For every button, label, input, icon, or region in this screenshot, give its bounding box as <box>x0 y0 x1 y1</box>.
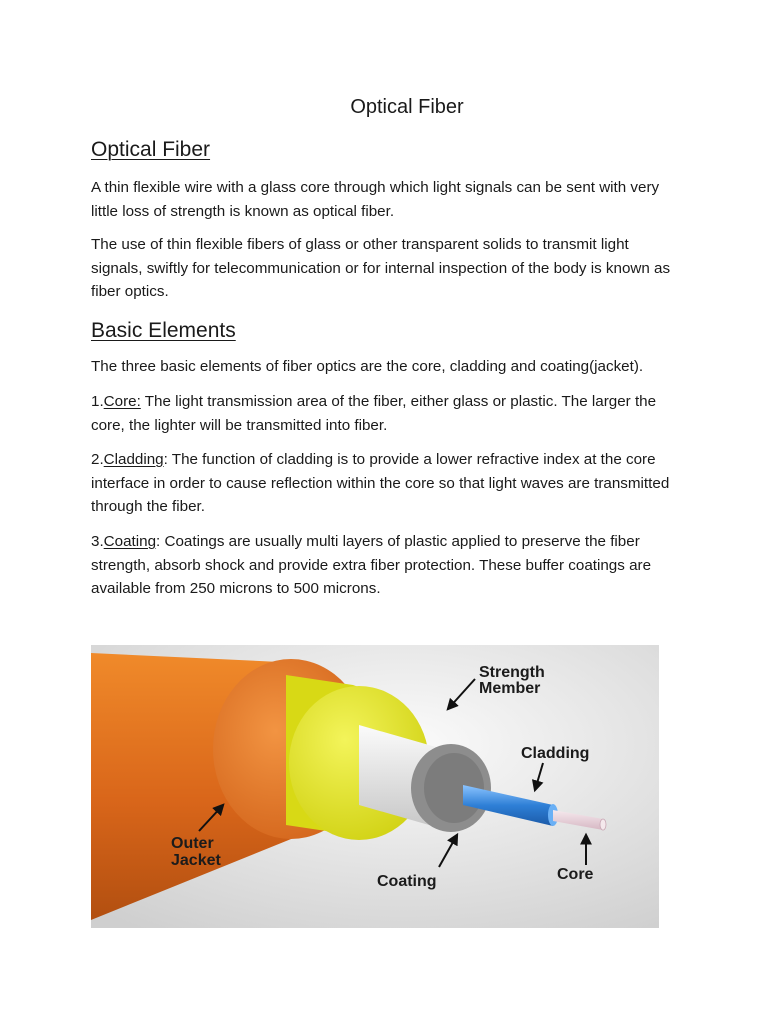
term-coating: Coating <box>103 533 157 550</box>
label-cladding: Cladding <box>521 745 590 762</box>
paragraph-definition: A thin flexible wire with a glass core through which light signals can be sent with very little loss of strength is known as optical fiber. <box>91 179 660 220</box>
term-core: Core: <box>103 393 141 410</box>
list-item-cladding <box>91 448 681 519</box>
term-separator: : <box>156 533 165 550</box>
section-heading-basic-elements: Basic Elements <box>91 319 236 342</box>
label-strength: Strength <box>479 664 545 681</box>
fiber-diagram <box>91 645 659 928</box>
list-number: 3. <box>91 533 104 550</box>
list-item-core <box>91 390 681 437</box>
document-title: Optical Fiber <box>350 96 464 118</box>
term-separator: : <box>163 451 172 468</box>
label-core: Core <box>557 866 594 883</box>
fiber-cross-section-figure <box>91 645 659 928</box>
label-member: Member <box>479 680 541 697</box>
core-end <box>600 819 606 830</box>
definition-cladding: The function of cladding is to provide a lower refractive index at the core interface in order to cause reflection within the core so that light waves are transmitted through the fiber. <box>91 451 670 515</box>
label-jacket: Jacket <box>171 852 221 869</box>
list-item-coating <box>91 530 681 601</box>
section-heading-optical-fiber: Optical Fiber <box>91 138 211 161</box>
label-outer: Outer <box>171 835 214 852</box>
term-cladding: Cladding <box>103 451 164 468</box>
paragraph-basic-elements-intro: The three basic elements of fiber optics are the core, cladding and coating(jacket). <box>91 358 644 375</box>
paragraph-fiber-optics: The use of thin flexible fibers of glass or other transparent solids to transmit light signals, swiftly for telecommunication or for internal inspection of the body is known as fiber optics. <box>91 236 671 300</box>
list-number: 2. <box>91 451 104 468</box>
definition-coating: Coatings are usually multi layers of plastic applied to preserve the fiber strength, absorb shock and provide extra fiber protection. These buffer coatings are available from 250 microns to 500 microns. <box>91 533 652 597</box>
label-coating: Coating <box>377 873 437 890</box>
definition-core: The light transmission area of the fiber, either glass or plastic. The larger the core, the lighter will be transmitted into fiber. <box>91 393 657 434</box>
list-number: 1. <box>91 393 104 410</box>
